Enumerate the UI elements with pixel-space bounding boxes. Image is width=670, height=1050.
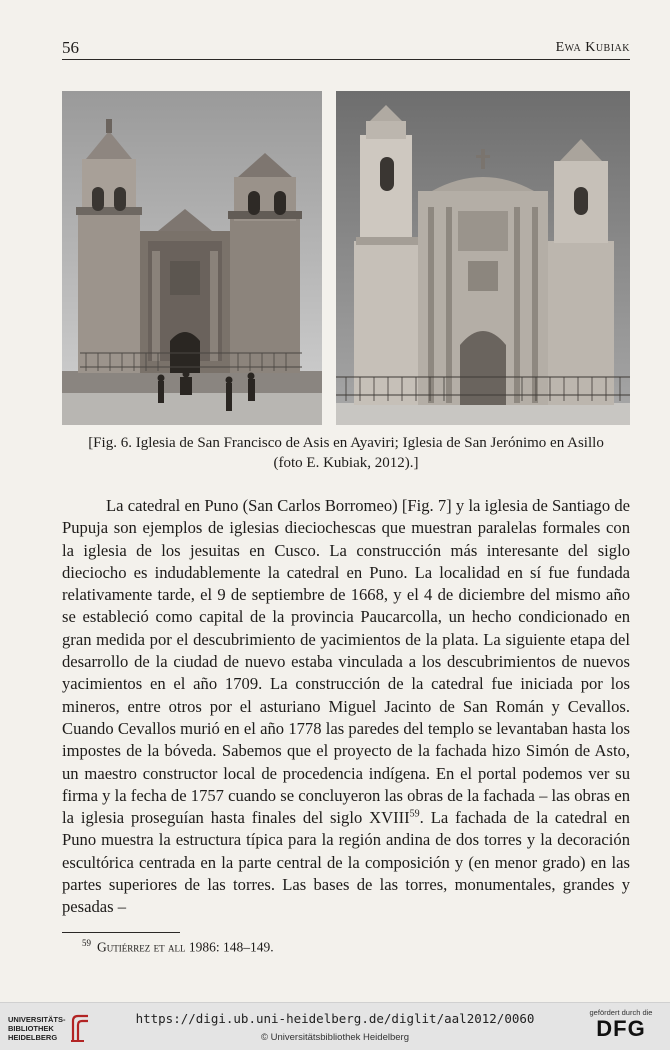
footnote-authors: Gutiérrez et all bbox=[97, 939, 186, 955]
footnote-number: 59 bbox=[82, 938, 91, 948]
copyright-notice: © Universitätsbibliothek Heidelberg bbox=[261, 1032, 409, 1043]
page-number: 56 bbox=[62, 38, 79, 57]
photo-church-asillo bbox=[336, 91, 630, 425]
funder-note: gefördert durch die bbox=[589, 1008, 653, 1017]
library-name-line-3: HEIDELBERG bbox=[8, 1033, 58, 1042]
footnote-citation: 1986: 148–149. bbox=[185, 939, 274, 955]
funder-name: DFG bbox=[596, 1016, 646, 1041]
footnote-divider bbox=[62, 932, 180, 933]
figure-caption bbox=[55, 433, 637, 473]
footnote-reference: 59 bbox=[409, 808, 420, 820]
body-paragraph bbox=[62, 495, 630, 919]
caption-line-1: [Fig. 6. Iglesia de San Francisco de Asis en Ayaviri; Iglesia de San Jerónimo en Asillo bbox=[88, 435, 604, 451]
running-header bbox=[62, 38, 630, 60]
footnote bbox=[82, 938, 274, 956]
photo-church-ayaviri bbox=[62, 91, 322, 425]
digitization-footer bbox=[0, 1002, 670, 1050]
paragraph-text-start: La catedral en Puno (San Carlos Borromeo) [Fig. 7] y la iglesia de Santiago de Pupuja son ejemplos de iglesias dieciochescas que muestran paralelas formales con la iglesia de los jesuitas en Cusco. La construcción más interesante del siglo dieciocho es indudablemente la catedral en Puno. La localidad en sí fue fundada relativamente tarde, el 9 de septiembre de 1668, y el 4 de diciembre del mismo año se estableció como capital de la provincia Paucarcolla, un hecho condicionado en gran medida por el descubrimiento de yacimientos de la plata. La siguiente etapa del desarrollo de la ciudad de nuevo estaba vinculada a los descubrimientos de nuevos yacimientos en el año 1709. La construcción de la catedral fue iniciada por los mineros, entre otros por el asturiano Miguel Jacinto de San Román y Cevallos. Cuando Cevallos murió en el año 1778 las paredes del templo se levantaban hasta los impostes de la bóveda. Sabemos que el proyecto de la fachada hizo Simón de Asto, un maestro constructor local de procedencia indígena. En el portal podemos ver su firma y la fecha de 1757 cuando se concluyeron las obras de la fachada – las obras en la iglesia proseguían hasta finales del siglo XVIII bbox=[62, 496, 630, 828]
caption-line-2: (foto E. Kubiak, 2012).] bbox=[273, 455, 419, 471]
source-url[interactable]: https://digi.ub.uni-heidelberg.de/diglit/aal2012/0060 bbox=[135, 1011, 535, 1026]
running-author: Ewa Kubiak bbox=[555, 40, 630, 55]
library-name-line-2: BIBLIOTHEK bbox=[8, 1024, 54, 1033]
funder-logo bbox=[584, 1008, 658, 1041]
library-name-line-1: UNIVERSITÄTS- bbox=[8, 1015, 66, 1024]
paragraph-text-end: . La fachada de la catedral en Puno muestra la estructura típica para la región andina de dos torres y la decoración escultórica centrada en la parte central de la composición y (en menor grado) en las partes superiores de las torres. Las bases de las torres, monumentales, grandes y pesadas – bbox=[62, 808, 630, 917]
body-text bbox=[62, 495, 630, 919]
